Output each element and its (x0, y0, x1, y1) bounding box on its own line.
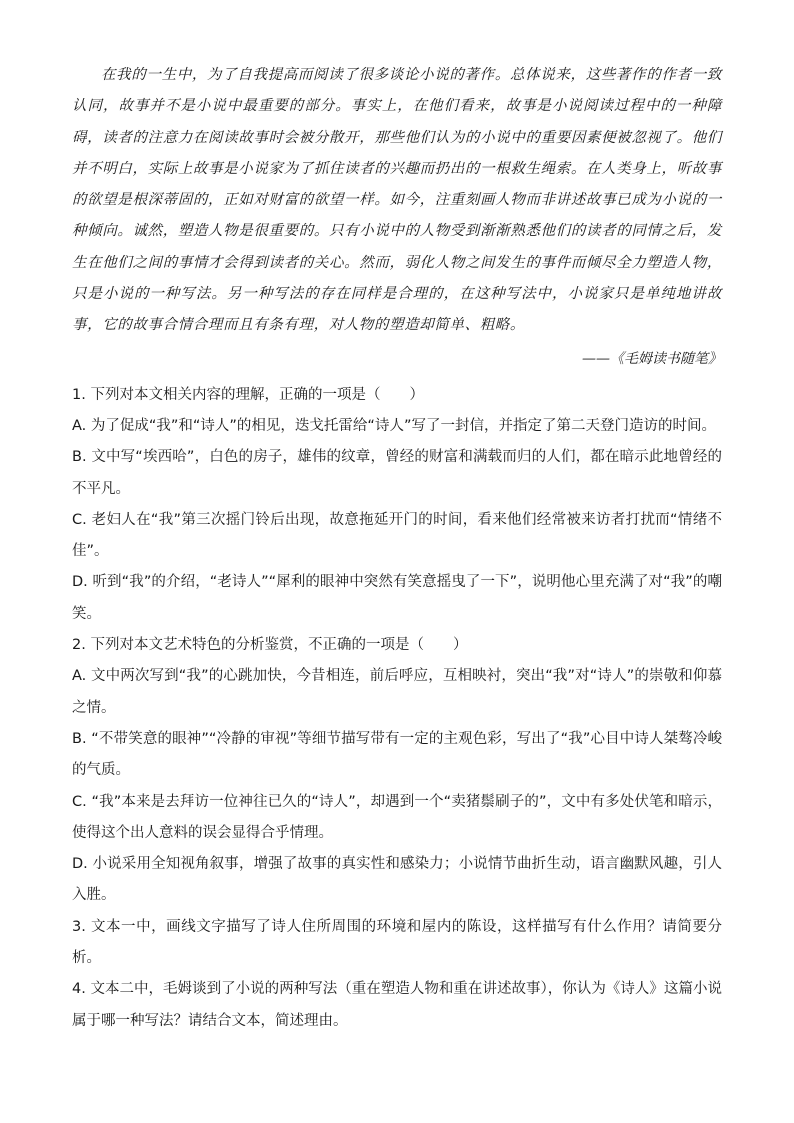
question-1 (72, 380, 722, 630)
question-2 (72, 630, 722, 912)
passage-excerpt (72, 60, 722, 374)
option-b: B. “不带笑意的眼神”“冷静的审视”等细节描写带有一定的主观色彩，写出了“我”心目中诗人桀骜冷峻的气质。 (72, 730, 722, 779)
question-list (72, 380, 722, 1037)
question-stem: 4. 文本二中，毛姆谈到了小说的两种写法（重在塑造人物和重在讲述故事），你认为《诗人》这篇小说属于哪一种写法？请结合文本，简述理由。 (72, 981, 722, 1029)
option-a: A. 文中两次写到“我”的心跳加快，今昔相连，前后呼应，互相映衬，突出“我”对“诗人”的崇敬和仰慕之情。 (72, 668, 722, 716)
question-3 (72, 912, 722, 975)
option-b: B. 文中写“埃西哈”，白色的房子，雄伟的纹章，曾经的财富和满载而归的人们，都在暗示此地曾经的不平凡。 (72, 449, 722, 497)
option-a: A. 为了促成“我”和“诗人”的相见，迭戈托雷给“诗人”写了一封信，并指定了第二天登门造访的时间。 (72, 417, 716, 434)
option-d: D. 小说采用全知视角叙事，增强了故事的真实性和感染力；小说情节曲折生动，语言幽默风趣，引人入胜。 (72, 856, 722, 904)
question-stem: 3. 文本一中，画线文字描写了诗人住所周围的环境和屋内的陈设，这样描写有什么作用？请简要分析。 (72, 918, 722, 967)
option-d: D. 听到“我”的介绍，“老诗人”“犀利的眼神中突然有笑意摇曳了一下”，说明他心里充满了对“我”的嘲笑。 (72, 574, 722, 622)
passage-source: ——《毛姆读书随笔》 (582, 350, 722, 367)
option-c: C. “我”本来是去拜访一位神往已久的“诗人”，却遇到一个“卖猪鬃刷子的”，文中有多处伏笔和暗示，使得这个出人意料的误会显得合乎情理。 (72, 793, 722, 841)
question-stem: 2. 下列对本文艺术特色的分析鉴赏，不正确的一项是（ ） (72, 637, 468, 654)
passage-paragraph: 在我的一生中，为了自我提高而阅读了很多谈论小说的著作。总体说来，这些著作的作者一致认同，故事并不是小说中最重要的部分。事实上，在他们看来，故事是小说阅读过程中的一种障碍，读者的注意力在阅读故事时会被分散开，那些他们认为的小说中的重要因素便被忽视了。他们并不明白，实际上故事是小说家为了抓住读者的兴趣而扔出的一根救生绳索。在人类身上，听故事的欲望是根深蒂固的，正如对财富的欲望一样。如今，注重刻画人物而非讲述故事已成为小说的一种倾向。诚然，塑造人物是很重要的。只有小说中的人物受到渐渐熟悉他们的读者的同情之后，发生在他们之间的事情才会得到读者的关心。然而，弱化人物之间发生的事件而倾尽全力塑造人物，只是小说的一种写法。另一种写法的存在同样是合理的，在这种写法中，小说家只是单纯地讲故事，它的故事合情合理而且有条有理，对人物的塑造却简单、粗略。 (72, 67, 722, 334)
document-page (72, 60, 722, 1037)
question-4 (72, 974, 722, 1037)
question-stem: 1. 下列对本文相关内容的理解，正确的一项是（ ） (72, 386, 424, 403)
option-c: C. 老妇人在“我”第三次摇门铃后出现，故意拖延开门的时间，看来他们经常被来访者打扰而“情绪不佳”。 (72, 511, 722, 560)
